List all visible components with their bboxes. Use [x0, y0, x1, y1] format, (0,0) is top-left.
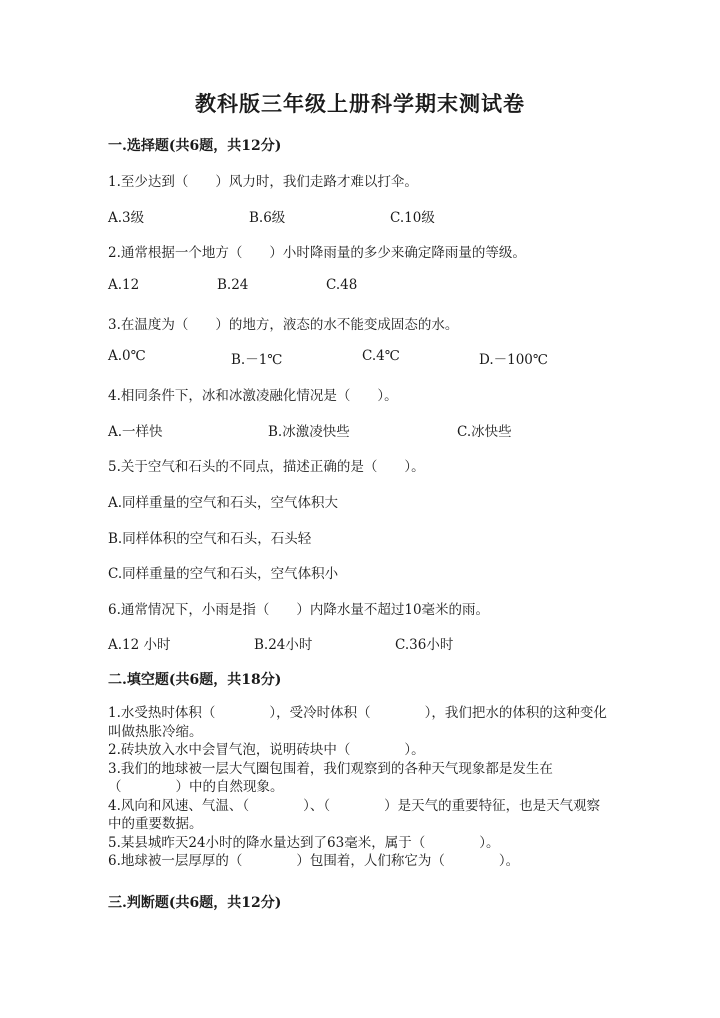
q1-option-b: B.6级 — [249, 210, 286, 226]
q6-option-c: C.36小时 — [395, 637, 454, 653]
q3-option-a: A.0℃ — [108, 348, 146, 364]
fill-item-5: 5.某县城昨天24小时的降水量达到了63毫米，属于（ ）。 — [108, 834, 500, 851]
question-5: 5.关于空气和石头的不同点，描述正确的是（ ）。 — [108, 459, 425, 475]
q4-option-b: B.冰激凌快些 — [268, 424, 350, 440]
q4-option-a: A.一样快 — [108, 424, 163, 440]
q6-option-a: A.12 小时 — [108, 637, 171, 653]
q5-option-c: C.同样重量的空气和石头，空气体积小 — [108, 566, 339, 582]
q5-option-a: A.同样重量的空气和石头，空气体积大 — [108, 495, 339, 511]
q3-option-d: D.－100℃ — [479, 352, 549, 368]
q4-option-c: C.冰快些 — [457, 424, 512, 440]
page-title: 教科版三年级上册科学期末测试卷 — [195, 91, 525, 116]
fill-item-2: 2.砖块放入水中会冒气泡，说明砖块中（ ）。 — [108, 742, 425, 758]
question-2: 2.通常根据一个地方（ ）小时降雨量的多少来确定降雨量的等级。 — [108, 245, 526, 261]
section-heading-fill-in: 二.填空题(共6题，共18分) — [108, 672, 282, 688]
fill-item-4: 4.风向和风速、气温、（ ）、（ ）是天气的重要特征，也是天气观察中的重要数据。 — [108, 797, 601, 832]
question-6: 6.通常情况下，小雨是指（ ）内降水量不超过10毫米的雨。 — [108, 602, 490, 618]
q1-option-a: A.3级 — [108, 210, 145, 226]
section-heading-true-false: 三.判断题(共6题，共12分) — [108, 895, 282, 911]
question-4: 4.相同条件下，冰和冰激凌融化情况是（ ）。 — [108, 388, 398, 404]
q2-option-a: A.12 — [108, 277, 140, 293]
section-heading-multiple-choice: 一.选择题(共6题，共12分) — [108, 138, 282, 154]
fill-item-3: 3.我们的地球被一层大气圈包围着，我们观察到的各种天气现象都是发生在（ ）中的自然现象。 — [108, 760, 553, 795]
question-1: 1.至少达到（ ）风力时，我们走路才难以打伞。 — [108, 174, 418, 190]
q2-option-b: B.24 — [217, 277, 249, 293]
q1-option-c: C.10级 — [390, 210, 435, 226]
fill-item-6: 6.地球被一层厚厚的（ ）包围着，人们称它为（ ）。 — [108, 853, 520, 869]
q6-option-b: B.24小时 — [254, 637, 313, 653]
q2-option-c: C.48 — [326, 277, 358, 293]
q5-option-b: B.同样体积的空气和石头，石头轻 — [108, 531, 312, 547]
fill-in-list — [108, 704, 608, 871]
q3-option-c: C.4℃ — [362, 348, 400, 364]
fill-item-1: 1.水受热时体积（ ），受冷时体积（ ），我们把水的体积的这种变化叫做热胀冷缩。 — [108, 705, 607, 740]
q3-option-b: B.－1℃ — [231, 352, 283, 368]
question-3: 3.在温度为（ ）的地方，液态的水不能变成固态的水。 — [108, 317, 459, 333]
